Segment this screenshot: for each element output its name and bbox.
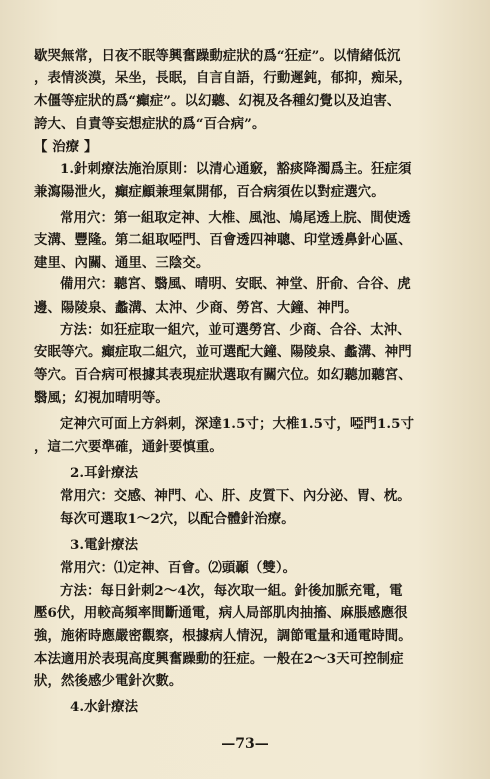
text-line: 壓6伏，用較高頻率間斷通電，病人局部肌肉抽搐、麻脹感應很 <box>34 605 408 621</box>
text-line: 邊、陽陵泉、蠡溝、太沖、少商、勞宮、大鐘、神門。 <box>34 300 358 316</box>
text-line: ，這二穴要準確，通針要慎重。 <box>34 439 223 455</box>
text-line: 本法適用於表現高度興奮躁動的狂症。一般在2～3天可控制症 <box>34 651 404 667</box>
text-line: 等穴。百合病可根據其表現症狀選取有關穴位。如幻聽加聽宮、 <box>34 367 412 383</box>
text-line: 方法：如狂症取一組穴，並可選勞宮、少商、合谷、太沖、 <box>60 322 411 338</box>
text-line: 翳風；幻視加晴明等。 <box>34 390 169 406</box>
subsection-heading: 3.電針療法 <box>70 537 139 553</box>
text-line: 誇大、自責等妄想症狀的爲“百合病”。 <box>34 116 266 132</box>
text-line: 歇哭無常，日夜不眠等興奮躁動症狀的爲“狂症”。以情緒低沉 <box>34 48 401 64</box>
page-number: —73— <box>221 736 269 752</box>
text-line: 狀，然後感少電針次數。 <box>34 673 183 689</box>
text-line: 方法：每日針刺2～4次，每次取一組。針後加脈充電，電 <box>60 583 403 599</box>
subsection-heading: 4.水針療法 <box>70 699 139 715</box>
text-line: 木僵等症狀的爲“癲症”。以幻聽、幻視及各種幻覺以及迫害、 <box>34 93 401 109</box>
text-line: 常用穴：交感、神門、心、肝、皮質下、內分泌、胃、枕。 <box>60 488 411 504</box>
text-line: 支溝、豐隆。第二組取啞門、百會透四神聰、印堂透鼻針心區、 <box>34 232 412 248</box>
subsection-heading: 2.耳針療法 <box>70 465 139 481</box>
text-line: ，表情淡漠，呆坐，長眠，自言自語，行動遲鈍，郁抑，痴呆， <box>34 70 412 86</box>
subsection-heading: 1.針刺療法施治原則：以清心通竅，豁痰降濁爲主。狂症須 <box>60 161 412 177</box>
text-line: 安眠等穴。癲症取二組穴，並可選配大鐘、陽陵泉、蠡溝、神門 <box>34 344 412 360</box>
text-line: 兼瀉陽泄火，癲症顧兼理氣開郁，百合病須佐以對症選穴。 <box>34 184 385 200</box>
text-line: 備用穴：聽宮、翳風、晴明、安眠、神堂、肝俞、合谷、虎 <box>60 276 411 292</box>
text-line: 建里、內關、通里、三陰交。 <box>34 255 210 271</box>
text-line: 常用穴：⑴定神、百會。⑵頭顳（雙）。 <box>60 560 297 576</box>
section-heading: 【 治療 】 <box>34 139 98 155</box>
text-line: 強，施術時應嚴密觀察，根據病人情況，調節電量和通電時間。 <box>34 628 412 644</box>
text-line: 常用穴：第一組取定神、大椎、風池、鳩尾透上脘、間使透 <box>60 210 411 226</box>
text-line: 每次可選取1～2穴，以配合體針治療。 <box>60 511 295 527</box>
text-line: 定神穴可面上方斜刺，深達1.5寸；大椎1.5寸，啞門1.5寸 <box>60 416 415 432</box>
